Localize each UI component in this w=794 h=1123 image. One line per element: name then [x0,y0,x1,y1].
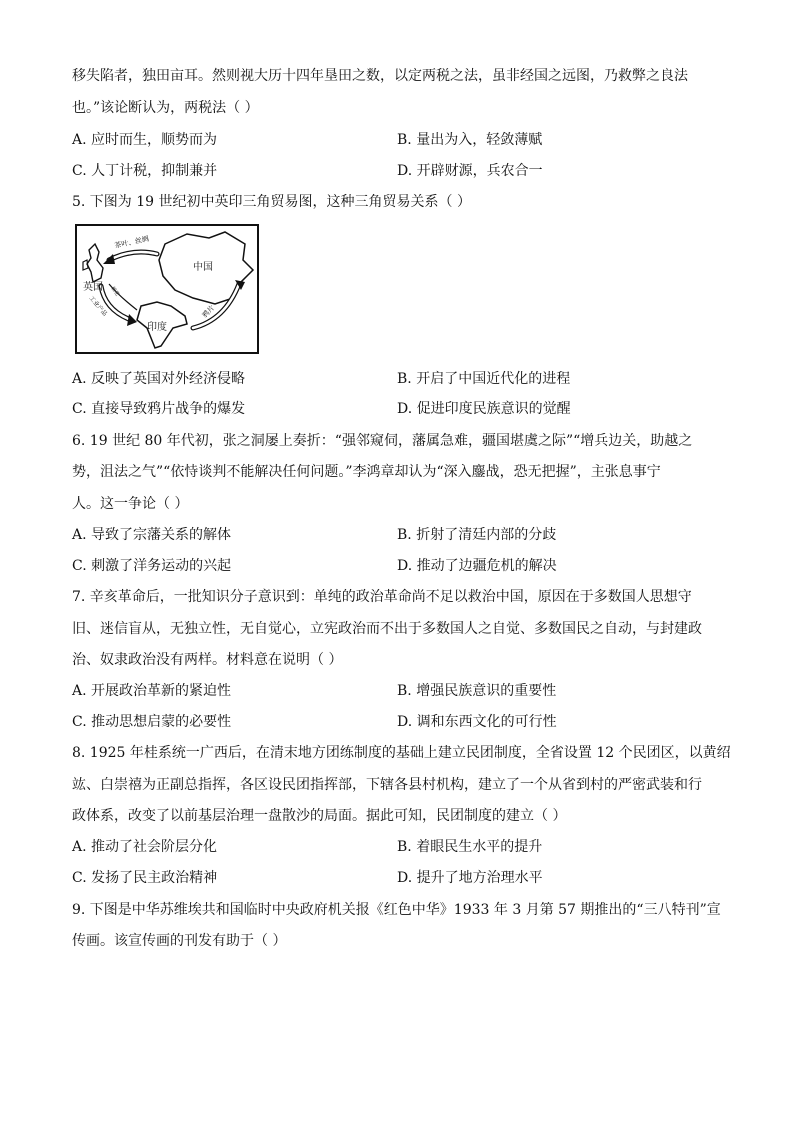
q4-option-c: C. 人丁计税，抑制兼并 [72,163,218,179]
q8-option-c: C. 发扬了民主政治精神 [72,870,218,886]
q4-option-d: D. 开辟财源，兵农合一 [397,163,543,179]
q7-text-line-3: 治、奴隶政治没有两样。材料意在说明（ ） [72,652,343,668]
q9-text-line-2: 传画。该宣传画的刊发有助于（ ） [72,933,287,949]
q4-text-line-2: 也。”该论断认为，两税法（ ） [72,100,259,116]
q5-text-line-1: 5. 下图为 19 世纪初中英印三角贸易图，这种三角贸易关系（ ） [72,194,471,210]
q9-text-line-1: 9. 下图是中华苏维埃共和国临时中央政府机关报《红色中华》1933 年 3 月第 57 期推出的“三八特刊”宣 [72,902,721,918]
q8-text-line-2: 竑、白崇禧为正副总指挥，各区设民团指挥部，下辖各县村机构，建立了一个从省到村的严密武装和行 [72,777,702,793]
label-cotton: 棉花 [109,285,121,298]
triangle-trade-map [75,224,259,354]
q7-option-b: B. 增强民族意识的重要性 [397,683,557,699]
q8-text-line-1: 8. 1925 年桂系统一广西后，在清末地方团练制度的基础上建立民团制度，全省设置 12 个民团区，以黄绍 [72,745,731,761]
q6-option-b: B. 折射了清廷内部的分歧 [397,527,557,543]
q6-text-line-3: 人。这一争论（ ） [72,496,189,512]
label-britain: 英国 [83,282,103,293]
q6-option-d: D. 推动了边疆危机的解决 [397,558,557,574]
label-opium: 鸦片 [200,303,217,320]
q7-option-d: D. 调和东西文化的可行性 [397,714,557,730]
triangle-trade-map-svg [75,224,259,354]
q4-option-a: A. 应时而生，顺势而为 [72,132,218,148]
q4-text-line-1: 移失陷者，独田亩耳。然则视大历十四年垦田之数，以定两税之法，虽非经国之远图，乃救弊之良法 [72,68,688,84]
q7-option-a: A. 开展政治革新的紧迫性 [72,683,232,699]
label-tea-silk: 茶叶、丝绸 [113,234,150,250]
q8-text-line-3: 政体系，改变了以前基层治理一盘散沙的局面。据此可知，民团制度的建立（ ） [72,808,567,824]
q8-option-b: B. 着眼民生水平的提升 [397,839,543,855]
q5-option-d: D. 促进印度民族意识的觉醒 [397,401,571,417]
q4-option-b: B. 量出为入，轻敛薄赋 [397,132,543,148]
q7-option-c: C. 推动思想启蒙的必要性 [72,714,232,730]
label-industrial-goods: 工业产品 [87,294,109,318]
q6-option-a: A. 导致了宗藩关系的解体 [72,527,232,543]
q6-option-c: C. 刺激了洋务运动的兴起 [72,558,232,574]
q8-option-a: A. 推动了社会阶层分化 [72,839,218,855]
q7-text-line-1: 7. 辛亥革命后，一批知识分子意识到：单纯的政治革命尚不足以救治中国，原因在于多数国人思想守 [72,589,692,605]
label-china: 中国 [193,262,213,273]
q5-option-c: C. 直接导致鸦片战争的爆发 [72,401,246,417]
q6-text-line-1: 6. 19 世纪 80 年代初，张之洞屡上奏折：“强邻窥伺，藩属急难，疆国堪虞之际”“增兵边关，助越之 [72,433,693,449]
q7-text-line-2: 旧、迷信盲从，无独立性，无自觉心，立宪政治而不出于多数国人之自觉、多数国民之自动，与封建政 [72,621,702,637]
q8-option-d: D. 提升了地方治理水平 [397,870,543,886]
q5-option-a: A. 反映了英国对外经济侵略 [72,371,246,387]
q6-text-line-2: 势，沮法之气”“依恃谈判不能解决任何问题。”李鸿章却认为“深入鏖战，恐无把握”，主张息事宁 [72,464,661,480]
label-india: 印度 [147,322,167,333]
q5-option-b: B. 开启了中国近代化的进程 [397,371,571,387]
